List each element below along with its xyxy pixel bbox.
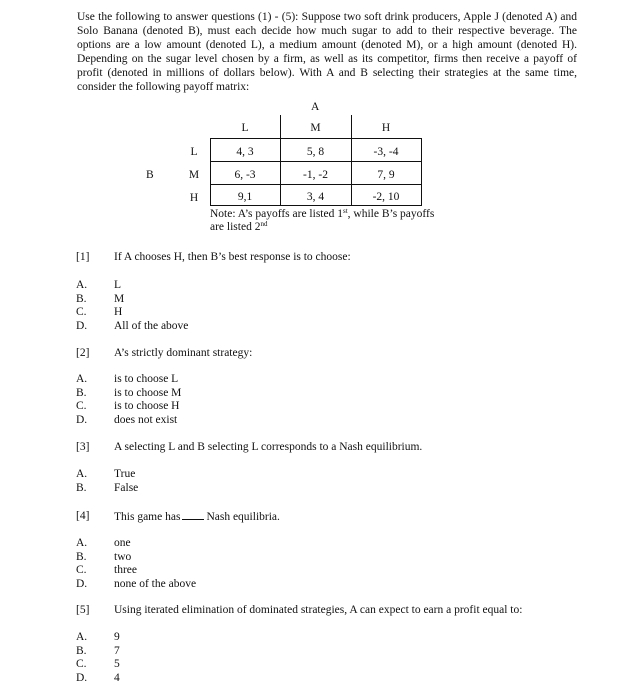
- answer-blank: [182, 509, 204, 520]
- matrix-note: Note: A’s payoffs are listed 1st, while B’s payoffs are listed 2nd: [210, 207, 435, 233]
- payoff-cell: -2, 10: [372, 191, 400, 203]
- answer-option[interactable]: D. All of the above: [76, 319, 189, 332]
- answer-option[interactable]: A. 9: [76, 631, 120, 643]
- col-header-h: H: [381, 122, 391, 134]
- answer-option[interactable]: C. H: [76, 306, 123, 319]
- grid-line: [210, 161, 422, 162]
- row-header-m: M: [188, 169, 200, 181]
- answer-option[interactable]: B. is to choose M: [76, 386, 182, 399]
- answer-option[interactable]: B. False: [76, 481, 139, 494]
- payoff-cell: 6, -3: [234, 169, 256, 181]
- grid-line: [210, 184, 422, 185]
- payoff-cell: -1, -2: [303, 169, 328, 181]
- col-header-l: L: [241, 122, 249, 134]
- question-number: [5]: [76, 604, 90, 616]
- answer-option[interactable]: B. M: [76, 292, 125, 305]
- answer-option[interactable]: B. two: [76, 550, 132, 563]
- payoff-cell: 4, 3: [236, 146, 254, 158]
- question-number: [1]: [76, 251, 90, 263]
- answer-option[interactable]: C. 5: [76, 658, 120, 671]
- question-text: If A chooses H, then B’s best response is to choose:: [114, 251, 351, 263]
- payoff-cell: 9,1: [237, 191, 253, 203]
- question-number: [3]: [76, 441, 90, 453]
- question-text: This game has Nash equilibria.: [114, 511, 280, 523]
- question-text: A’s strictly dominant strategy:: [114, 347, 253, 359]
- col-player-label: A: [311, 101, 320, 113]
- payoff-cell: 5, 8: [306, 146, 325, 158]
- row-header-l: L: [190, 146, 198, 158]
- answer-option[interactable]: A. True: [76, 468, 136, 480]
- question-number: [2]: [76, 347, 90, 359]
- payoff-matrix: [0, 0, 644, 240]
- answer-option[interactable]: A. L: [76, 279, 122, 291]
- answer-option[interactable]: C. three: [76, 564, 137, 577]
- grid-line: [210, 205, 422, 206]
- question-number: [4]: [76, 510, 90, 522]
- answer-option[interactable]: B. 7: [76, 644, 120, 657]
- payoff-cell: 3, 4: [306, 191, 325, 203]
- intro-paragraph: Use the following to answer questions (1) - (5): Suppose two soft drink producers, Apple J (denoted A) and Solo Banana (denoted B), must each decide how much sugar to add to their respective beverage. The options are a low amount (denoted L), a medium amount (denoted M), or a high amount (denoted H). Depending on the sugar level chosen by a firm, as well as its competitor, firms then receive a payoff of profit (denoted in millions of dollars below). With A and B selecting their strategies at the same time, consider the following payoff matrix:: [77, 11, 577, 93]
- grid-line: [210, 138, 422, 139]
- col-header-m: M: [310, 122, 321, 134]
- answer-option[interactable]: D. 4: [76, 671, 120, 684]
- payoff-cell: 7, 9: [377, 169, 395, 181]
- question-text: Using iterated elimination of dominated strategies, A can expect to earn a profit equal to:: [114, 604, 523, 616]
- answer-option[interactable]: D. none of the above: [76, 577, 197, 590]
- row-header-h: H: [189, 192, 199, 204]
- row-player-label: B: [146, 169, 154, 181]
- answer-option[interactable]: A. one: [76, 537, 131, 549]
- answer-option[interactable]: C. is to choose H: [76, 400, 180, 413]
- payoff-cell: -3, -4: [373, 146, 399, 158]
- grid-line: [421, 138, 422, 205]
- answer-option[interactable]: A. is to choose L: [76, 373, 179, 385]
- question-text: A selecting L and B selecting L corresponds to a Nash equilibrium.: [114, 441, 423, 453]
- answer-option[interactable]: D. does not exist: [76, 413, 178, 426]
